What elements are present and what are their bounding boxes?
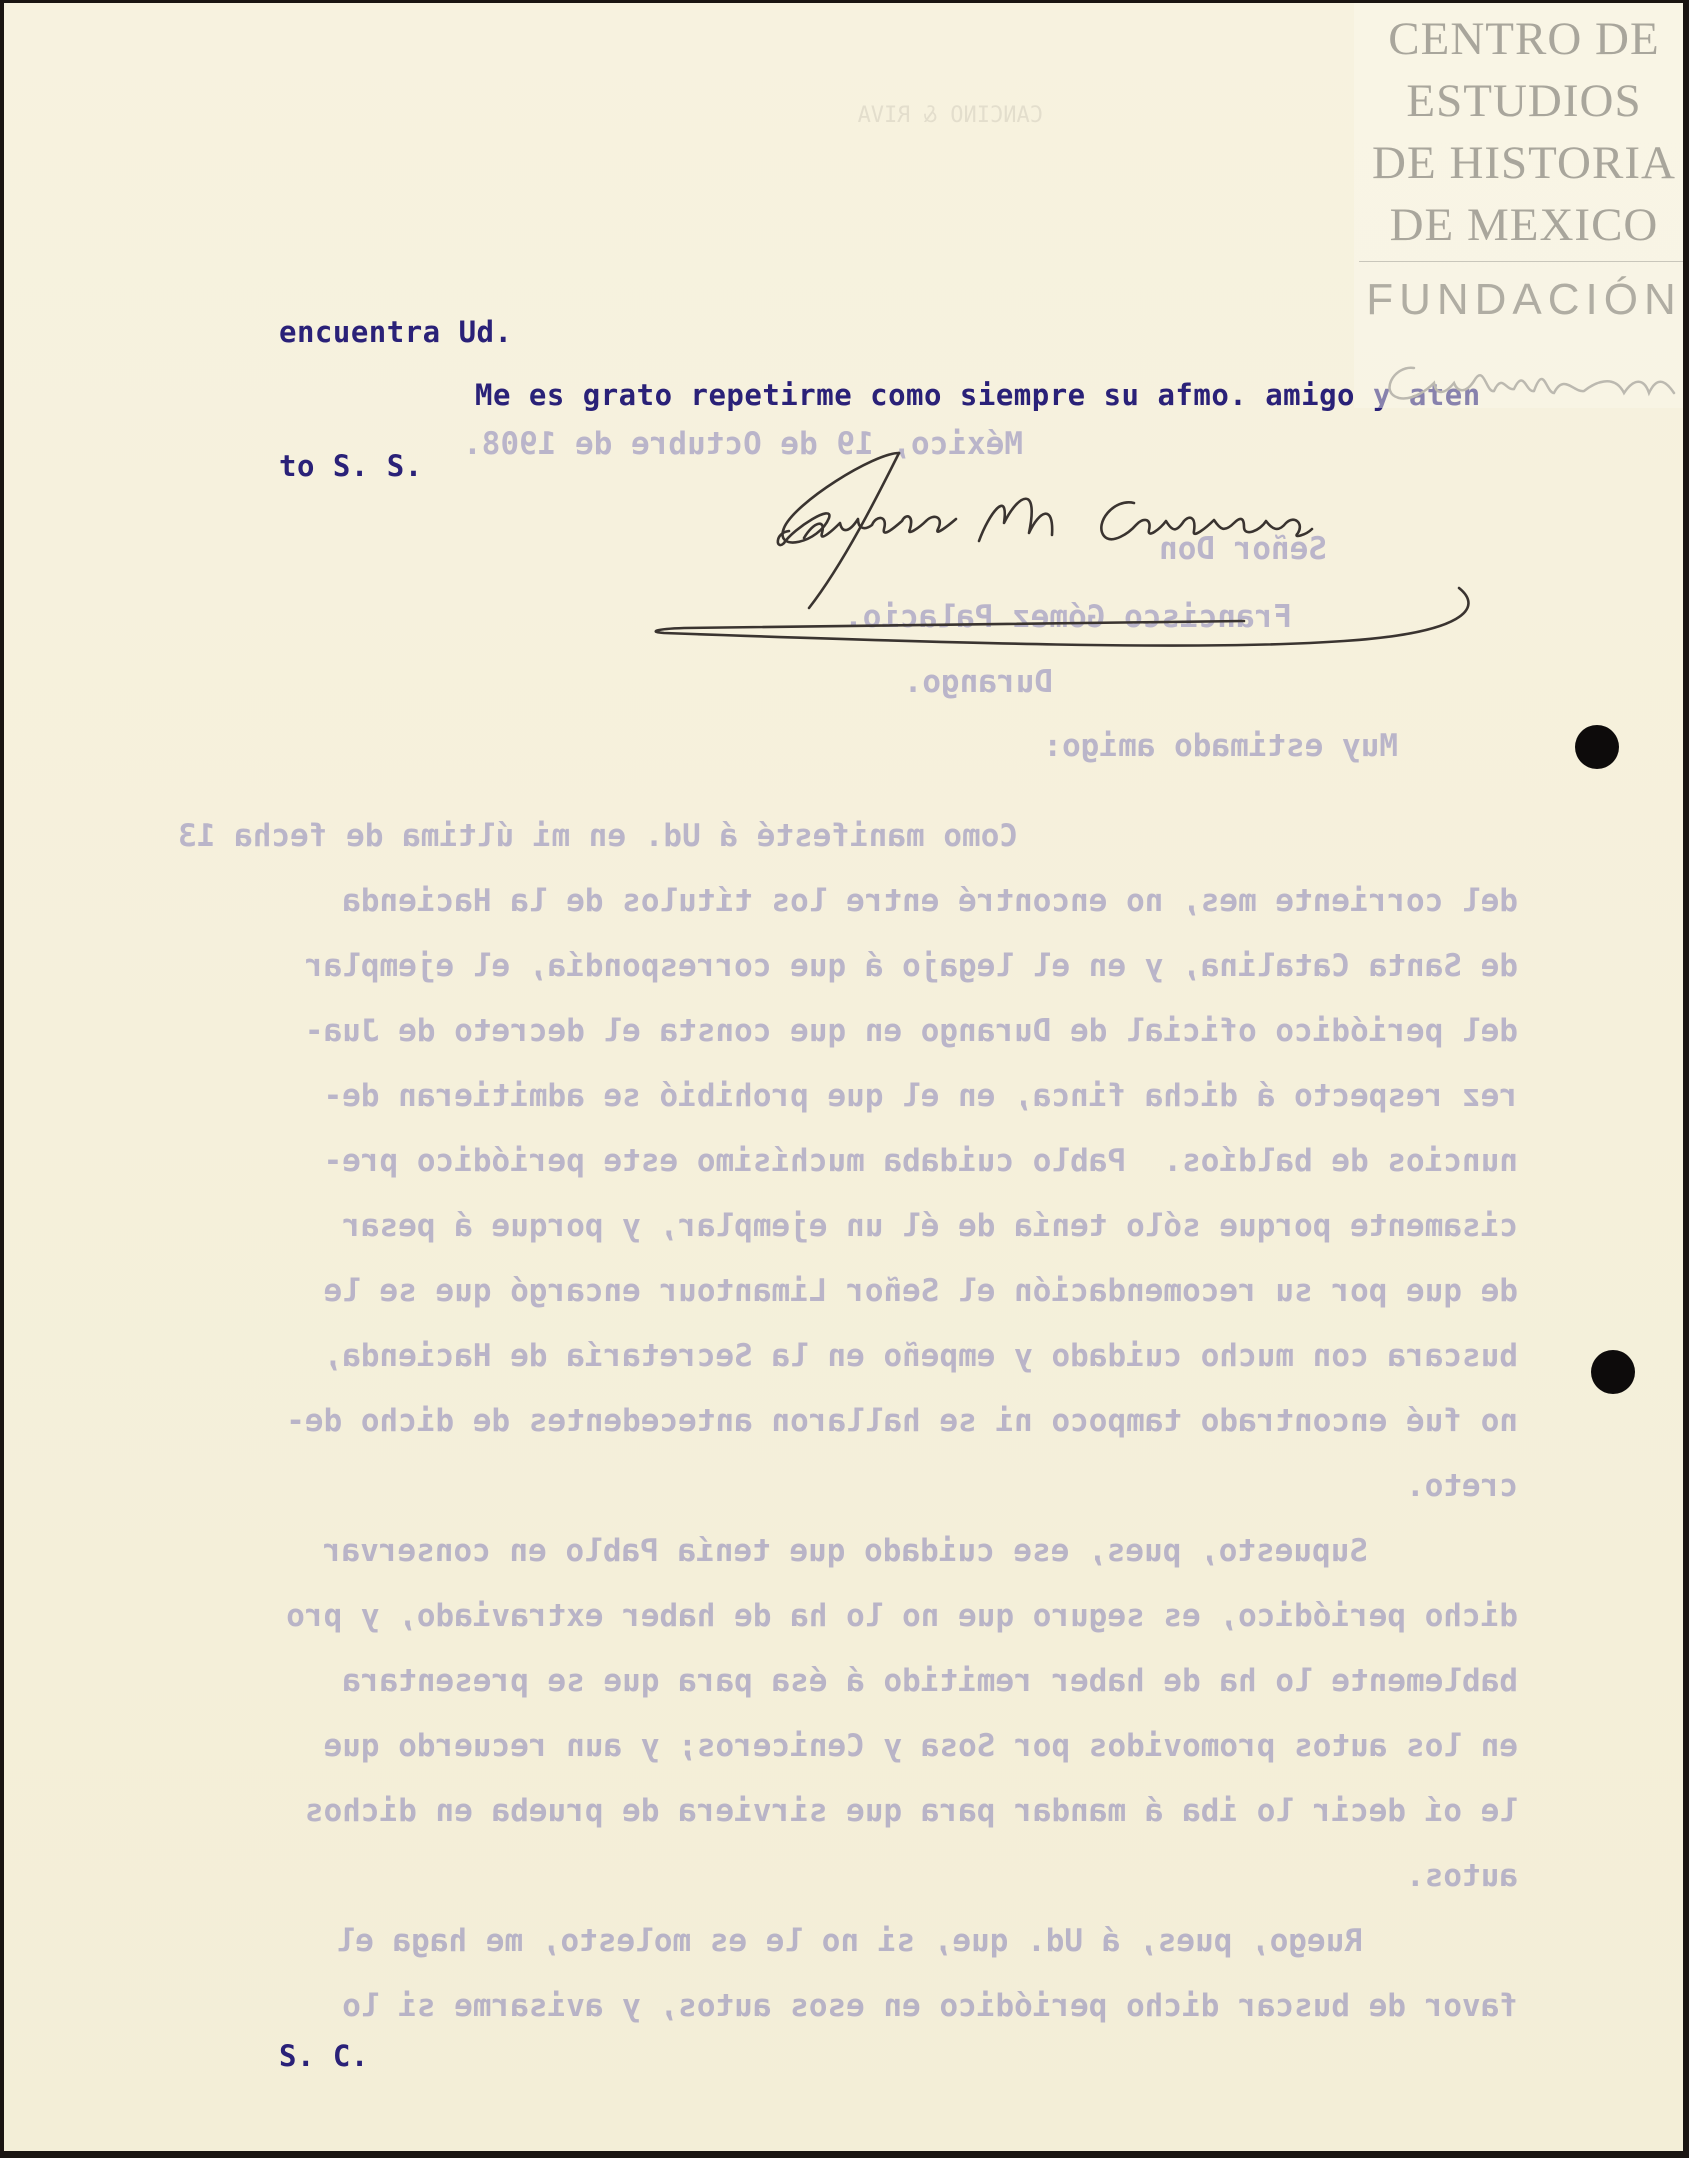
bleed-line: Muy estimado amigo: (1043, 728, 1398, 764)
bleed-line: autos. (1406, 1858, 1518, 1894)
bleed-line: Ruego, pues, á Ud. que, si no le es molesto, me haga el (336, 1923, 1363, 1959)
handwritten-signature (644, 433, 1524, 673)
letter-line-3: to S. S. (279, 449, 423, 483)
archive-watermark (1354, 3, 1683, 408)
bleed-letterhead-name: CANCINO & RIVA (857, 103, 1043, 128)
watermark-foundation: FUNDACIÓN (1366, 275, 1682, 324)
bleed-line: en los autos promovidos por Sosa y Ceniceros; y aun recuerdo que (323, 1728, 1518, 1764)
bleed-line: Señor Don (1159, 531, 1327, 567)
bleed-line: bablemente lo ha de haber remitido á ésa para que se presentara (342, 1663, 1518, 1699)
watermark-line: DE MEXICO (1389, 199, 1659, 251)
watermark-line: CENTRO DE (1388, 13, 1660, 65)
bleed-line: nuncios de baldíos. Pablo cuidaba muchísimo este periódico pre- (323, 1143, 1518, 1179)
bleed-line: de que por su recomendación el Señor Limantour encargó que se le (323, 1273, 1518, 1309)
bleed-line: rez respecto á dicha finca, en el que prohibió se admitieran de- (323, 1078, 1518, 1114)
bleed-line: Como manifesté á Ud. en mi última de fecha 13 (178, 818, 1018, 854)
letter-line-1: encuentra Ud. (279, 315, 513, 349)
bleed-line: del periódico oficial de Durango en que consta el decreto de Jua- (304, 1013, 1518, 1049)
bleed-line: cisamente porque sólo tenía de él un ejemplar, y porque á pesar (342, 1208, 1518, 1244)
watermark-signature-icon (1374, 353, 1683, 413)
letter-page (4, 3, 1683, 2151)
letter-initials: S. C. (279, 2039, 369, 2073)
bleed-line: México, 19 de Octubre de 1908. (463, 426, 1023, 462)
bleed-line: favor de buscar dicho periódico en esos autos, y avisarme si lo (342, 1988, 1518, 2024)
bleed-line: creto. (1406, 1468, 1518, 1504)
bleed-line: Supuesto, pues, ese cuidado que tenía Pablo en conservar (322, 1533, 1368, 1569)
bleed-line: dicho periódico, es seguro que no lo ha de haber extraviado, y pro (286, 1598, 1518, 1634)
punch-hole (1591, 1350, 1635, 1394)
watermark-line: DE HISTORIA (1372, 137, 1676, 189)
watermark-divider (1359, 261, 1683, 262)
watermark-line: ESTUDIOS (1406, 75, 1642, 127)
bleed-line: del corriente mes, no encontré entre los títulos de la Hacienda (342, 883, 1518, 919)
bleed-line: le oí decir lo iba á mandar para que sirviera de prueba en dichos (304, 1793, 1518, 1829)
bleed-line: Durango. (903, 664, 1053, 700)
bleed-line: buscara con mucho cuidado y empeño en la Secretaría de Hacienda, (323, 1338, 1518, 1374)
bleed-line: no fué encontrado tampoco ni se hallaron antecedentes de dicho de- (286, 1403, 1518, 1439)
bleed-line: Francisco Gómez Palacio. (844, 599, 1292, 635)
bleed-line: de Santa Catalina, y en el legajo á que correspondía, el ejemplar (304, 948, 1518, 984)
punch-hole (1575, 725, 1619, 769)
letter-line-2: Me es grato repetirme como siempre su afmo. amigo y aten (475, 378, 1481, 412)
